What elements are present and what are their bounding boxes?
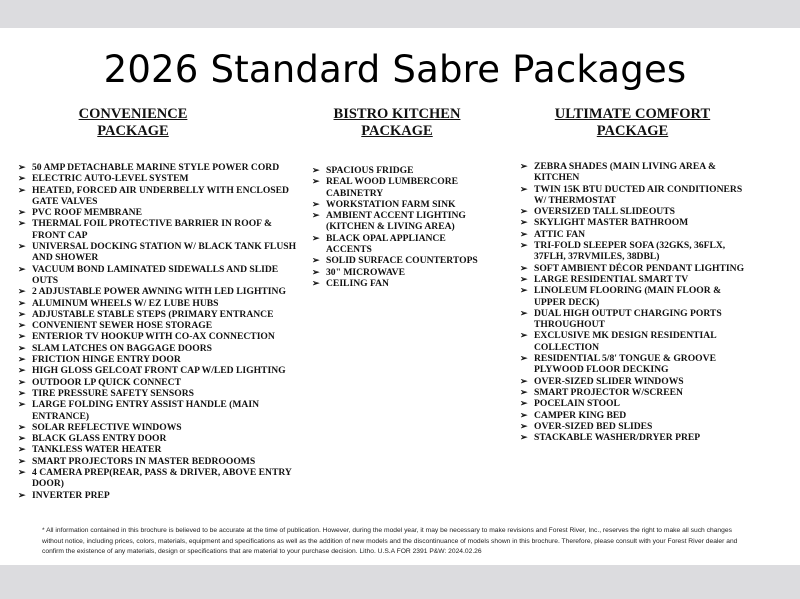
feature-item-text: ADJUSTABLE STABLE STEPS (PRIMARY ENTRANCE xyxy=(32,308,274,320)
feature-item-text: HEATED, FORCED AIR UNDERBELLY WITH ENCLOSED GATE VALVES xyxy=(32,184,289,207)
feature-item-text: WORKSTATION FARM SINK xyxy=(326,198,456,210)
feature-item xyxy=(520,240,745,263)
arrow-bullet-icon: ➢ xyxy=(520,307,528,318)
column-heading xyxy=(520,106,745,140)
feature-item xyxy=(18,241,303,264)
feature-item xyxy=(18,162,303,173)
arrow-bullet-icon: ➢ xyxy=(312,176,320,187)
feature-item-text: ALUMINUM WHEELS W/ EZ LUBE HUBS xyxy=(32,297,219,309)
feature-item-text: STACKABLE WASHER/DRYER PREP xyxy=(534,432,701,444)
feature-item xyxy=(520,353,745,376)
arrow-bullet-icon: ➢ xyxy=(312,277,320,288)
arrow-bullet-icon: ➢ xyxy=(18,421,26,432)
brochure-page xyxy=(0,28,800,565)
feature-item xyxy=(18,264,303,287)
heading-line-2: PACKAGE xyxy=(97,123,169,139)
feature-item-text: POCELAIN STOOL xyxy=(534,398,620,410)
feature-item xyxy=(520,184,745,207)
feature-item-text: OUTDOOR LP QUICK CONNECT xyxy=(32,376,181,388)
feature-item xyxy=(312,176,482,199)
arrow-bullet-icon: ➢ xyxy=(520,228,528,239)
arrow-bullet-icon: ➢ xyxy=(312,266,320,277)
feature-item xyxy=(18,399,303,422)
feature-list xyxy=(312,165,482,289)
arrow-bullet-icon: ➢ xyxy=(520,409,528,420)
feature-item-text: 30" MICROWAVE xyxy=(326,266,405,278)
feature-item xyxy=(312,255,482,266)
feature-list xyxy=(18,162,303,501)
feature-item xyxy=(312,199,482,210)
feature-item-text: 4 CAMERA PREP(REAR, PASS & DRIVER, ABOVE ENTRY DOOR) xyxy=(32,467,292,490)
feature-item xyxy=(520,285,745,308)
arrow-bullet-icon: ➢ xyxy=(18,399,26,410)
arrow-bullet-icon: ➢ xyxy=(520,240,528,251)
feature-item xyxy=(312,278,482,289)
feature-item-text: OVER-SIZED BED SLIDES xyxy=(534,420,653,432)
feature-item-text: UNIVERSAL DOCKING STATION W/ BLACK TANK FLUSH AND SHOWER xyxy=(32,241,297,264)
feature-item xyxy=(18,173,303,184)
arrow-bullet-icon: ➢ xyxy=(520,285,528,296)
feature-item xyxy=(18,298,303,309)
feature-item xyxy=(520,421,745,432)
feature-item xyxy=(18,218,303,241)
feature-item xyxy=(520,308,745,331)
column-heading xyxy=(312,106,482,140)
feature-item xyxy=(18,331,303,342)
feature-item xyxy=(520,263,745,274)
feature-item xyxy=(520,217,745,228)
arrow-bullet-icon: ➢ xyxy=(18,376,26,387)
column-heading xyxy=(18,106,248,140)
feature-item xyxy=(18,286,303,297)
feature-item-text: SLAM LATCHES ON BAGGAGE DOORS xyxy=(32,342,212,354)
feature-item-text: SKYLIGHT MASTER BATHROOM xyxy=(534,217,689,229)
arrow-bullet-icon: ➢ xyxy=(18,354,26,365)
feature-item-text: BLACK GLASS ENTRY DOOR xyxy=(32,433,167,445)
feature-item-text: SOLAR REFLECTIVE WINDOWS xyxy=(32,421,182,433)
heading-line-1: CONVENIENCE xyxy=(78,106,188,122)
arrow-bullet-icon: ➢ xyxy=(18,184,26,195)
feature-item xyxy=(18,422,303,433)
disclaimer-text: * All information contained in this brochure is believed to be accurate at the time of publication. However, during the model year, it may be necessary to make revisions and Forest River, Inc., reserves the right to make all such changes without notice, including prices, colors, materials, equipment and specifications as well as the addition of new models and the discontinuance of models shown in this brochure. Therefore, please consult with your Forest River dealer and confirm the existence of any materials, design or specifications that are material to your purchase decision. Litho. U.S.A FOR 2391 P&W: 2024.02.26 xyxy=(42,527,738,555)
feature-list xyxy=(520,161,745,443)
feature-item xyxy=(18,354,303,365)
feature-item xyxy=(18,490,303,501)
feature-item-text: SPACIOUS FRIDGE xyxy=(326,165,414,176)
feature-item-text: TANKLESS WATER HEATER xyxy=(32,444,162,456)
arrow-bullet-icon: ➢ xyxy=(520,273,528,284)
ultimate-comfort-package-column xyxy=(520,106,745,443)
feature-item xyxy=(520,410,745,421)
arrow-bullet-icon: ➢ xyxy=(18,489,26,500)
feature-item-text: ZEBRA SHADES (MAIN LIVING AREA & KITCHEN xyxy=(534,161,717,184)
feature-item xyxy=(18,320,303,331)
arrow-bullet-icon: ➢ xyxy=(18,387,26,398)
feature-item-text: SMART PROJECTOR W/SCREEN xyxy=(534,386,683,398)
arrow-bullet-icon: ➢ xyxy=(520,183,528,194)
arrow-bullet-icon: ➢ xyxy=(520,432,528,443)
convenience-package-column xyxy=(18,106,303,501)
arrow-bullet-icon: ➢ xyxy=(520,353,528,364)
heading-line-1: ULTIMATE COMFORT xyxy=(554,106,711,122)
arrow-bullet-icon: ➢ xyxy=(18,320,26,331)
feature-item xyxy=(18,207,303,218)
feature-item-text: ATTIC FAN xyxy=(534,228,586,240)
feature-item-text: SMART PROJECTORS IN MASTER BEDROOOMS xyxy=(32,455,256,467)
feature-item-text: PVC ROOF MEMBRANE xyxy=(32,207,142,219)
arrow-bullet-icon: ➢ xyxy=(18,365,26,376)
arrow-bullet-icon: ➢ xyxy=(18,218,26,229)
arrow-bullet-icon: ➢ xyxy=(312,210,320,221)
feature-item-text: REAL WOOD LUMBERCORE CABINETRY xyxy=(326,176,459,199)
arrow-bullet-icon: ➢ xyxy=(18,467,26,478)
arrow-bullet-icon: ➢ xyxy=(520,330,528,341)
feature-item-text: RESIDENTIAL 5/8' TONGUE & GROOVE PLYWOOD FLOOR DECKING xyxy=(534,353,716,376)
feature-item xyxy=(520,432,745,443)
feature-item xyxy=(520,206,745,217)
arrow-bullet-icon: ➢ xyxy=(18,241,26,252)
feature-item xyxy=(520,229,745,240)
heading-line-2: PACKAGE xyxy=(596,123,669,139)
feature-item xyxy=(18,377,303,388)
feature-item-text: OVERSIZED TALL SLIDEOUTS xyxy=(534,206,675,218)
feature-item-text: LARGE FOLDING ENTRY ASSIST HANDLE (MAIN ENTRANCE) xyxy=(32,399,260,422)
arrow-bullet-icon: ➢ xyxy=(18,162,26,172)
arrow-bullet-icon: ➢ xyxy=(18,263,26,274)
feature-item xyxy=(312,233,482,256)
feature-item xyxy=(18,365,303,376)
bistro-kitchen-package-column xyxy=(312,106,482,289)
arrow-bullet-icon: ➢ xyxy=(520,420,528,431)
arrow-bullet-icon: ➢ xyxy=(18,455,26,466)
feature-item-text: DUAL HIGH OUTPUT CHARGING PORTS THROUGHOUT xyxy=(534,307,722,331)
feature-item xyxy=(520,387,745,398)
feature-item-text: FRICTION HINGE ENTRY DOOR xyxy=(32,354,181,366)
feature-item xyxy=(18,185,303,208)
arrow-bullet-icon: ➢ xyxy=(520,206,528,217)
feature-item-text: AMBIENT ACCENT LIGHTING (KITCHEN & LIVING AREA) xyxy=(326,210,466,233)
feature-item-text: OVER-SIZED SLIDER WINDOWS xyxy=(534,375,684,387)
arrow-bullet-icon: ➢ xyxy=(18,286,26,297)
feature-item-text: BLACK OPAL APPLIANCE ACCENTS xyxy=(326,232,446,256)
feature-item-text: ELECTRIC AUTO-LEVEL SYSTEM xyxy=(32,173,189,185)
feature-item xyxy=(520,330,745,353)
arrow-bullet-icon: ➢ xyxy=(312,165,320,175)
arrow-bullet-icon: ➢ xyxy=(520,161,528,171)
arrow-bullet-icon: ➢ xyxy=(520,262,528,273)
feature-item-text: THERMAL FOIL PROTECTIVE BARRIER IN ROOF & FRONT CAP xyxy=(32,218,273,241)
feature-item-text: LARGE RESIDENTIAL SMART TV xyxy=(534,273,689,285)
feature-item xyxy=(18,309,303,320)
feature-item xyxy=(312,165,482,176)
feature-item xyxy=(312,267,482,278)
feature-item-text: ENTERIOR TV HOOKUP WITH CO-AX CONNECTION xyxy=(32,331,275,343)
arrow-bullet-icon: ➢ xyxy=(312,255,320,266)
feature-item xyxy=(18,343,303,354)
arrow-bullet-icon: ➢ xyxy=(520,398,528,409)
feature-item-text: HIGH GLOSS GELCOAT FRONT CAP W/LED LIGHTING xyxy=(32,365,286,377)
feature-item-text: LINOLEUM FLOORING (MAIN FLOOR & UPPER DECK) xyxy=(534,285,722,308)
page-title: 2026 Standard Sabre Packages xyxy=(103,48,687,91)
feature-item-text: CAMPER KING BED xyxy=(534,409,627,421)
feature-item xyxy=(18,456,303,467)
feature-item xyxy=(312,210,482,233)
feature-item-text: 2 ADJUSTABLE POWER AWNING WITH LED LIGHTING xyxy=(32,286,286,298)
feature-item-text: SOFT AMBIENT DÉCOR PENDANT LIGHTING xyxy=(534,262,745,274)
feature-item xyxy=(18,433,303,444)
arrow-bullet-icon: ➢ xyxy=(520,217,528,228)
feature-item xyxy=(18,388,303,399)
arrow-bullet-icon: ➢ xyxy=(18,173,26,184)
feature-item-text: TIRE PRESSURE SAFETY SENSORS xyxy=(32,387,194,399)
arrow-bullet-icon: ➢ xyxy=(312,198,320,209)
arrow-bullet-icon: ➢ xyxy=(18,342,26,353)
feature-item-text: TRI-FOLD SLEEPER SOFA (32GKS, 36FLX, 37FLH, 37RVMILES, 38DBL) xyxy=(534,240,726,263)
feature-item xyxy=(520,161,745,184)
arrow-bullet-icon: ➢ xyxy=(18,433,26,444)
arrow-bullet-icon: ➢ xyxy=(520,386,528,397)
heading-line-2: PACKAGE xyxy=(361,123,433,139)
arrow-bullet-icon: ➢ xyxy=(520,375,528,386)
feature-item xyxy=(520,274,745,285)
arrow-bullet-icon: ➢ xyxy=(18,331,26,342)
arrow-bullet-icon: ➢ xyxy=(18,308,26,319)
feature-item-text: CEILING FAN xyxy=(326,277,389,289)
feature-item xyxy=(520,398,745,409)
feature-item-text: TWIN 15K BTU DUCTED AIR CONDITIONERS W/ THERMOSTAT xyxy=(534,183,743,206)
arrow-bullet-icon: ➢ xyxy=(312,232,320,243)
feature-item-text: 50 AMP DETACHABLE MARINE STYLE POWER CORD xyxy=(32,162,280,173)
arrow-bullet-icon: ➢ xyxy=(18,207,26,218)
heading-line-1: BISTRO KITCHEN xyxy=(333,106,461,122)
feature-item xyxy=(520,376,745,387)
arrow-bullet-icon: ➢ xyxy=(18,444,26,455)
arrow-bullet-icon: ➢ xyxy=(18,297,26,308)
feature-item-text: SOLID SURFACE COUNTERTOPS xyxy=(326,255,478,267)
feature-item xyxy=(18,444,303,455)
feature-item-text: VACUUM BOND LAMINATED SIDEWALLS AND SLIDE OUTS xyxy=(32,263,279,286)
feature-item xyxy=(18,467,303,490)
feature-item-text: CONVENIENT SEWER HOSE STORAGE xyxy=(32,320,213,332)
feature-item-text: EXCLUSIVE MK DESIGN RESIDENTIAL COLLECTION xyxy=(534,330,717,353)
feature-item-text: INVERTER PREP xyxy=(32,489,110,501)
